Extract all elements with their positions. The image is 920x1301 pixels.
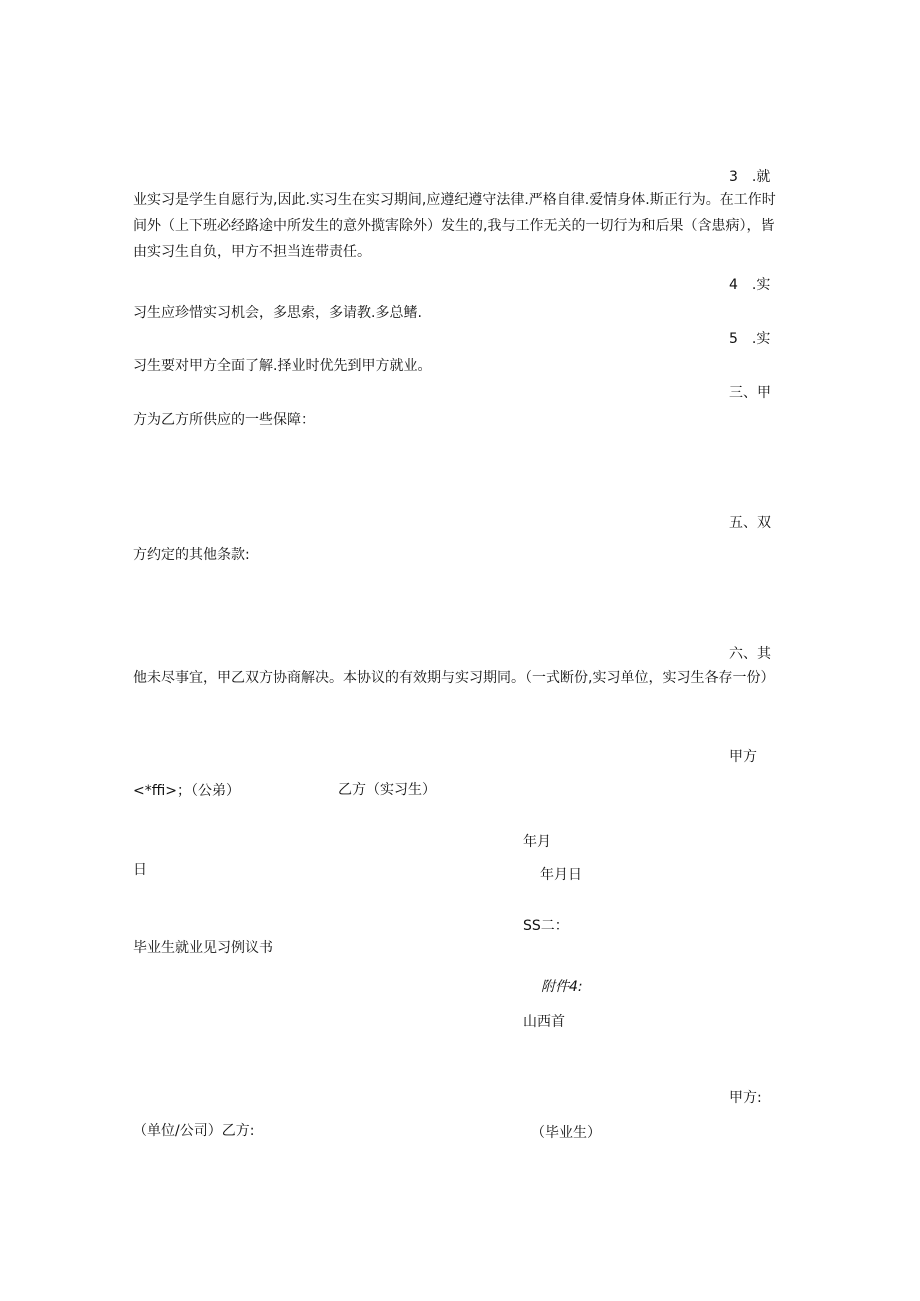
graduate-label: （毕业生） xyxy=(531,1125,601,1141)
item-4-number: 4 .实 xyxy=(729,277,771,293)
agreement-title: 毕业生就业见习例议书 xyxy=(133,940,273,956)
party-a-label: 甲方: xyxy=(729,1090,762,1106)
date-year-month-day: 年月日 xyxy=(540,867,582,883)
section-5-heading: 五、双 xyxy=(729,515,771,531)
item-5-text: 习生要对甲方全面了解.择业时优先到甲方就业。 xyxy=(133,358,432,374)
shanxi-label: 山西首 xyxy=(523,1014,565,1030)
ss-label: SS二： xyxy=(523,918,569,934)
signature-party-a-label: 甲方 xyxy=(729,749,757,765)
section-5-text: 方约定的其他条款: xyxy=(133,547,250,563)
unit-company-label: （单位/公司）乙方: xyxy=(133,1123,255,1139)
section-3-text: 方为乙方所供应的一些保障： xyxy=(133,412,315,428)
attachment-label: 附件4: xyxy=(541,979,583,995)
section-6-text: 他未尽事宜，甲乙双方协商解决。本协议的有效期与实习期同。（一式断份,实习单位，实习生各存一份） xyxy=(133,670,775,686)
item-3-text: 业实习是学生自愿行为,因此.实习生在实习期间,应遵纪遵守法律.严格自律.爱情身体.斯正行为。在工作时间外（上下班必经路途中所发生的意外揽害除外）发生的,我与工作无关的一切行为和后果（含患病），皆由实习生自负，甲方不担当连带责任。 xyxy=(133,192,776,260)
date-day: 日 xyxy=(133,862,147,878)
section-6-heading: 六、其 xyxy=(729,646,771,662)
signature-party-b-label: 乙方（实习生） xyxy=(338,782,436,798)
signature-company-label: <*ffi>；（公弟） xyxy=(133,783,240,799)
date-year-month: 年月 xyxy=(523,834,551,850)
item-4-text: 习生应珍惜实习机会，多思索，多请教.多总鳍. xyxy=(133,305,422,321)
section-3-heading: 三、甲 xyxy=(729,385,771,401)
item-5-number: 5 .实 xyxy=(729,331,771,347)
item-3-number: 3 .就 xyxy=(729,169,771,185)
